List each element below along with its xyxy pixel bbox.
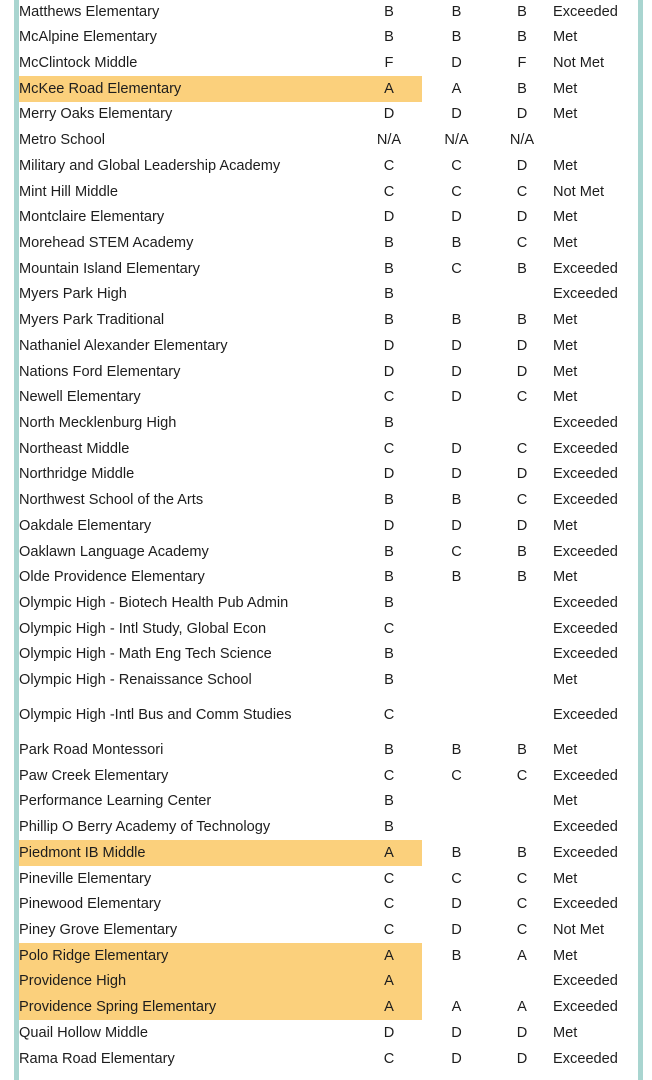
grade-cell-1: B [384, 3, 394, 20]
table-row[interactable] [19, 539, 638, 565]
table-row[interactable] [19, 102, 638, 128]
school-name-cell: North Mecklenburg High [19, 415, 177, 432]
growth-status-cell: Met [553, 312, 578, 329]
grade-cell-3 [491, 789, 553, 815]
school-name-cell: McClintock Middle [19, 54, 138, 71]
grade-cell-2: C [451, 157, 462, 174]
growth-status-cell: Met [553, 157, 578, 174]
grade-cell-3 [491, 969, 553, 995]
school-name-cell: Olympic High - Intl Study, Global Econ [19, 620, 267, 637]
table-row[interactable] [19, 25, 638, 51]
school-name-cell: McAlpine Elementary [19, 29, 157, 46]
growth-status-cell: Not Met [553, 183, 605, 200]
grade-cell-1: B [384, 595, 394, 612]
grade-cell-2: D [451, 517, 462, 534]
table-row[interactable] [19, 385, 638, 411]
table-row[interactable] [19, 737, 638, 763]
grade-cell-3: C [516, 870, 528, 887]
grade-cell-3: D [516, 1050, 528, 1067]
school-name-cell: Oaklawn Language Academy [19, 543, 209, 560]
table-row[interactable] [19, 892, 638, 918]
table-row[interactable] [19, 763, 638, 789]
grade-cell-3 [491, 411, 553, 437]
school-name-cell: Olympic High - Renaissance School [19, 672, 252, 689]
grade-cell-1: C [383, 921, 395, 938]
grade-cell-2: C [451, 870, 462, 887]
table-row[interactable] [19, 436, 638, 462]
grade-cell-2: A [451, 80, 462, 97]
table-row[interactable] [19, 411, 638, 437]
grade-cell-2: D [451, 106, 462, 123]
grade-cell-3: B [517, 569, 527, 586]
table-row[interactable] [19, 153, 638, 179]
grade-cell-3: D [516, 466, 528, 483]
grade-cell-3: D [516, 517, 528, 534]
grade-cell-2: B [451, 312, 462, 329]
school-name-cell: Rama Road Elementary [19, 1050, 175, 1067]
grade-cell-1: A [356, 969, 422, 995]
grade-cell-3: C [516, 921, 528, 938]
growth-status-cell: Met [553, 870, 578, 887]
table-row[interactable] [19, 642, 638, 668]
table-row[interactable] [19, 591, 638, 617]
grade-cell-3: B [517, 741, 527, 758]
grade-cell-1: B [384, 646, 394, 663]
table-row[interactable] [19, 256, 638, 282]
grade-cell-2: D [451, 440, 462, 457]
growth-status-cell [553, 128, 638, 154]
table-left-rule [14, 0, 19, 1080]
growth-status-cell: Met [553, 672, 578, 689]
grade-cell-3: C [516, 183, 528, 200]
grade-cell-2: B [451, 234, 462, 251]
grade-cell-3: A [517, 947, 527, 964]
grade-cell-3 [491, 815, 553, 841]
table-row[interactable] [19, 50, 638, 76]
school-name-cell: McKee Road Elementary [19, 76, 356, 102]
growth-status-cell: Exceeded [553, 466, 618, 483]
grade-cell-3: D [516, 209, 528, 226]
grade-cell-2: D [451, 921, 462, 938]
table-row[interactable] [19, 815, 638, 841]
grade-cell-2: D [451, 1050, 462, 1067]
grade-cell-3: N/A [509, 132, 535, 149]
grade-cell-3: B [517, 80, 527, 97]
school-name-cell: Myers Park Traditional [19, 312, 165, 329]
grade-cell-1: C [383, 440, 395, 457]
grade-cell-1: D [383, 363, 395, 380]
growth-status-cell: Met [553, 389, 578, 406]
grade-cell-2 [422, 668, 491, 694]
school-name-cell: Montclaire Elementary [19, 209, 165, 226]
table-body [19, 0, 638, 1072]
grade-cell-2 [422, 969, 491, 995]
school-name-cell: Providence High [19, 969, 356, 995]
grade-cell-1: B [384, 543, 394, 560]
grade-cell-1: D [383, 106, 395, 123]
grade-cell-3: C [516, 234, 528, 251]
grade-cell-2 [422, 591, 491, 617]
growth-status-cell: Exceeded [553, 646, 618, 663]
grade-cell-2: B [451, 741, 462, 758]
table-row[interactable] [19, 230, 638, 256]
school-name-cell: Olympic High - Biotech Health Pub Admin [19, 595, 289, 612]
grade-cell-1: B [384, 741, 394, 758]
school-name-cell: Mountain Island Elementary [19, 260, 200, 277]
grade-cell-3: B [517, 844, 527, 861]
grade-cell-1: D [383, 517, 395, 534]
growth-status-cell: Met [553, 517, 578, 534]
school-name-cell: Providence Spring Elementary [19, 995, 356, 1021]
school-name-cell: Merry Oaks Elementary [19, 106, 173, 123]
table-row[interactable] [19, 359, 638, 385]
school-performance-table [19, 0, 638, 1072]
growth-status-cell: Met [553, 209, 578, 226]
school-name-cell: Piedmont IB Middle [19, 840, 356, 866]
table-row[interactable] [19, 462, 638, 488]
table-row[interactable] [19, 333, 638, 359]
table-row[interactable] [19, 513, 638, 539]
grade-cell-3: B [517, 3, 527, 20]
grade-cell-2: D [451, 337, 462, 354]
growth-status-cell: Exceeded [553, 707, 618, 724]
grade-cell-2 [422, 642, 491, 668]
growth-status-cell: Met [553, 363, 578, 380]
school-name-cell: Oakdale Elementary [19, 517, 152, 534]
table-row[interactable] [19, 76, 638, 102]
grade-cell-2: B [451, 569, 462, 586]
grade-cell-2: A [451, 999, 462, 1016]
growth-status-cell: Met [553, 106, 578, 123]
grade-cell-1: F [384, 54, 394, 71]
school-name-cell: Newell Elementary [19, 389, 141, 406]
grade-cell-1: B [384, 492, 394, 509]
grade-cell-1: D [383, 466, 395, 483]
grade-cell-2 [422, 789, 491, 815]
grade-cell-3: C [516, 440, 528, 457]
school-name-cell: Olympic High - Math Eng Tech Science [19, 646, 272, 663]
table-row[interactable] [19, 179, 638, 205]
growth-status-cell: Exceeded [553, 415, 618, 432]
school-name-cell: Olympic High -Intl Bus and Comm Studies [19, 707, 292, 724]
school-name-cell: Military and Global Leadership Academy [19, 157, 281, 174]
growth-status-cell: Exceeded [553, 492, 618, 509]
grade-cell-3: B [517, 29, 527, 46]
table-row[interactable] [19, 995, 638, 1021]
grade-cell-1: C [383, 870, 395, 887]
grade-cell-2: D [451, 1024, 462, 1041]
table-row[interactable] [19, 668, 638, 694]
grade-cell-2: D [451, 389, 462, 406]
table-row[interactable] [19, 0, 638, 25]
growth-status-cell: Exceeded [553, 973, 618, 990]
grade-cell-2: D [451, 466, 462, 483]
growth-status-cell: Exceeded [553, 896, 618, 913]
grade-cell-3: D [516, 1024, 528, 1041]
school-name-cell: Northwest School of the Arts [19, 492, 204, 509]
growth-status-cell: Exceeded [553, 767, 618, 784]
school-name-cell: Northridge Middle [19, 466, 135, 483]
grade-cell-3 [491, 693, 553, 737]
grade-cell-3: D [516, 157, 528, 174]
table-row[interactable] [19, 840, 638, 866]
grade-cell-1: B [384, 234, 394, 251]
grade-cell-2: B [451, 492, 462, 509]
school-name-cell: Performance Learning Center [19, 793, 212, 810]
grade-cell-1: D [383, 337, 395, 354]
grade-cell-3 [491, 668, 553, 694]
table-row[interactable] [19, 488, 638, 514]
school-name-cell: Matthews Elementary [19, 3, 160, 20]
school-name-cell: Pinewood Elementary [19, 896, 161, 913]
table-row[interactable] [19, 282, 638, 308]
grade-cell-2: B [451, 3, 462, 20]
school-name-cell: Phillip O Berry Academy of Technology [19, 819, 271, 836]
growth-status-cell: Met [553, 947, 578, 964]
grade-cell-1: B [384, 286, 394, 303]
school-name-cell: Morehead STEM Academy [19, 234, 194, 251]
grade-cell-1: D [383, 209, 395, 226]
school-name-cell: Northeast Middle [19, 440, 130, 457]
growth-status-cell: Exceeded [553, 999, 618, 1016]
table-row[interactable] [19, 616, 638, 642]
grade-cell-1: C [383, 157, 395, 174]
table-row[interactable] [19, 789, 638, 815]
grade-cell-2 [422, 282, 491, 308]
grade-cell-3: A [517, 999, 527, 1016]
grade-cell-1: C [383, 896, 395, 913]
grade-cell-2: C [451, 543, 462, 560]
grade-cell-1: B [384, 819, 394, 836]
growth-status-cell: Met [553, 1024, 578, 1041]
growth-status-cell: Met [553, 80, 578, 97]
school-name-cell: Myers Park High [19, 286, 127, 303]
school-name-cell: Mint Hill Middle [19, 183, 118, 200]
table-row[interactable] [19, 128, 638, 154]
grade-cell-1: N/A [376, 132, 402, 149]
grade-cell-2: C [451, 183, 462, 200]
growth-status-cell: Not Met [553, 54, 605, 71]
table-row[interactable] [19, 565, 638, 591]
school-name-cell: Polo Ridge Elementary [19, 943, 356, 969]
grade-cell-1: B [384, 672, 394, 689]
growth-status-cell: Exceeded [553, 440, 618, 457]
grade-cell-1: B [384, 415, 394, 432]
grade-cell-1: C [383, 389, 395, 406]
growth-status-cell: Exceeded [553, 595, 618, 612]
grade-cell-1: C [383, 767, 395, 784]
table-row[interactable] [19, 693, 638, 737]
grade-cell-3: B [517, 312, 527, 329]
school-name-cell: Pineville Elementary [19, 870, 152, 887]
school-name-cell: Quail Hollow Middle [19, 1024, 148, 1041]
grade-cell-1: A [356, 995, 422, 1021]
growth-status-cell: Exceeded [553, 260, 618, 277]
grade-cell-3: D [516, 363, 528, 380]
grade-cell-1: B [384, 793, 394, 810]
grade-cell-2: D [451, 896, 462, 913]
grade-cell-3: D [516, 337, 528, 354]
grade-cell-2 [422, 693, 491, 737]
grade-cell-2: C [451, 767, 462, 784]
grade-cell-2: C [451, 260, 462, 277]
growth-status-cell: Exceeded [553, 620, 618, 637]
school-name-cell: Olde Providence Elementary [19, 569, 205, 586]
grade-cell-3: D [516, 106, 528, 123]
grade-cell-3 [491, 591, 553, 617]
grade-cell-3: C [516, 767, 528, 784]
growth-status-cell: Met [553, 569, 578, 586]
school-name-cell: Paw Creek Elementary [19, 767, 169, 784]
grade-cell-1: B [384, 569, 394, 586]
grade-cell-1: A [356, 840, 422, 866]
grade-cell-1: B [384, 29, 394, 46]
grade-cell-1: C [383, 707, 395, 724]
growth-status-cell: Exceeded [553, 3, 618, 20]
table-row[interactable] [19, 1020, 638, 1046]
grade-cell-3: C [516, 389, 528, 406]
growth-status-cell: Exceeded [553, 1050, 618, 1067]
growth-status-cell: Met [553, 741, 578, 758]
grade-cell-1: C [383, 1050, 395, 1067]
school-name-cell: Park Road Montessori [19, 741, 164, 758]
growth-status-cell: Exceeded [553, 819, 618, 836]
grade-cell-2: D [451, 363, 462, 380]
growth-status-cell: Exceeded [553, 543, 618, 560]
grade-cell-2: D [451, 209, 462, 226]
table-row[interactable] [19, 969, 638, 995]
grade-cell-3: F [517, 54, 527, 71]
table-row[interactable] [19, 917, 638, 943]
grade-cell-2 [422, 815, 491, 841]
grade-cell-2: B [451, 29, 462, 46]
table-row[interactable] [19, 866, 638, 892]
growth-status-cell: Not Met [553, 921, 605, 938]
grade-cell-3 [491, 282, 553, 308]
table-row[interactable] [19, 205, 638, 231]
table-row[interactable] [19, 943, 638, 969]
table-scroll-viewport[interactable] [19, 0, 638, 1080]
grade-cell-1: D [383, 1024, 395, 1041]
grade-cell-3: B [517, 260, 527, 277]
grade-cell-1: C [383, 183, 395, 200]
table-row[interactable] [19, 308, 638, 334]
growth-status-cell: Exceeded [553, 844, 618, 861]
growth-status-cell: Met [553, 337, 578, 354]
grade-cell-3: C [516, 492, 528, 509]
grade-cell-1: B [384, 312, 394, 329]
grade-cell-2 [422, 616, 491, 642]
grade-cell-1: B [384, 260, 394, 277]
grade-cell-1: C [383, 620, 395, 637]
school-name-cell: Nathaniel Alexander Elementary [19, 337, 228, 354]
grade-cell-1: A [356, 943, 422, 969]
growth-status-cell: Met [553, 29, 578, 46]
grade-cell-2: B [451, 947, 462, 964]
grade-cell-2: B [451, 844, 462, 861]
school-name-cell: Piney Grove Elementary [19, 921, 178, 938]
school-name-cell: Metro School [19, 132, 105, 149]
grade-cell-3: C [516, 896, 528, 913]
growth-status-cell: Exceeded [553, 286, 618, 303]
grade-cell-3: B [517, 543, 527, 560]
grade-cell-3 [491, 642, 553, 668]
grade-cell-2: N/A [444, 132, 469, 149]
growth-status-cell: Met [553, 234, 578, 251]
grade-cell-1: A [356, 76, 422, 102]
school-name-cell: Nations Ford Elementary [19, 363, 181, 380]
grade-cell-3 [491, 616, 553, 642]
grade-cell-2 [422, 411, 491, 437]
table-right-rule [638, 0, 643, 1080]
growth-status-cell: Met [553, 793, 578, 810]
table-row[interactable] [19, 1046, 638, 1072]
grade-cell-2: D [451, 54, 462, 71]
